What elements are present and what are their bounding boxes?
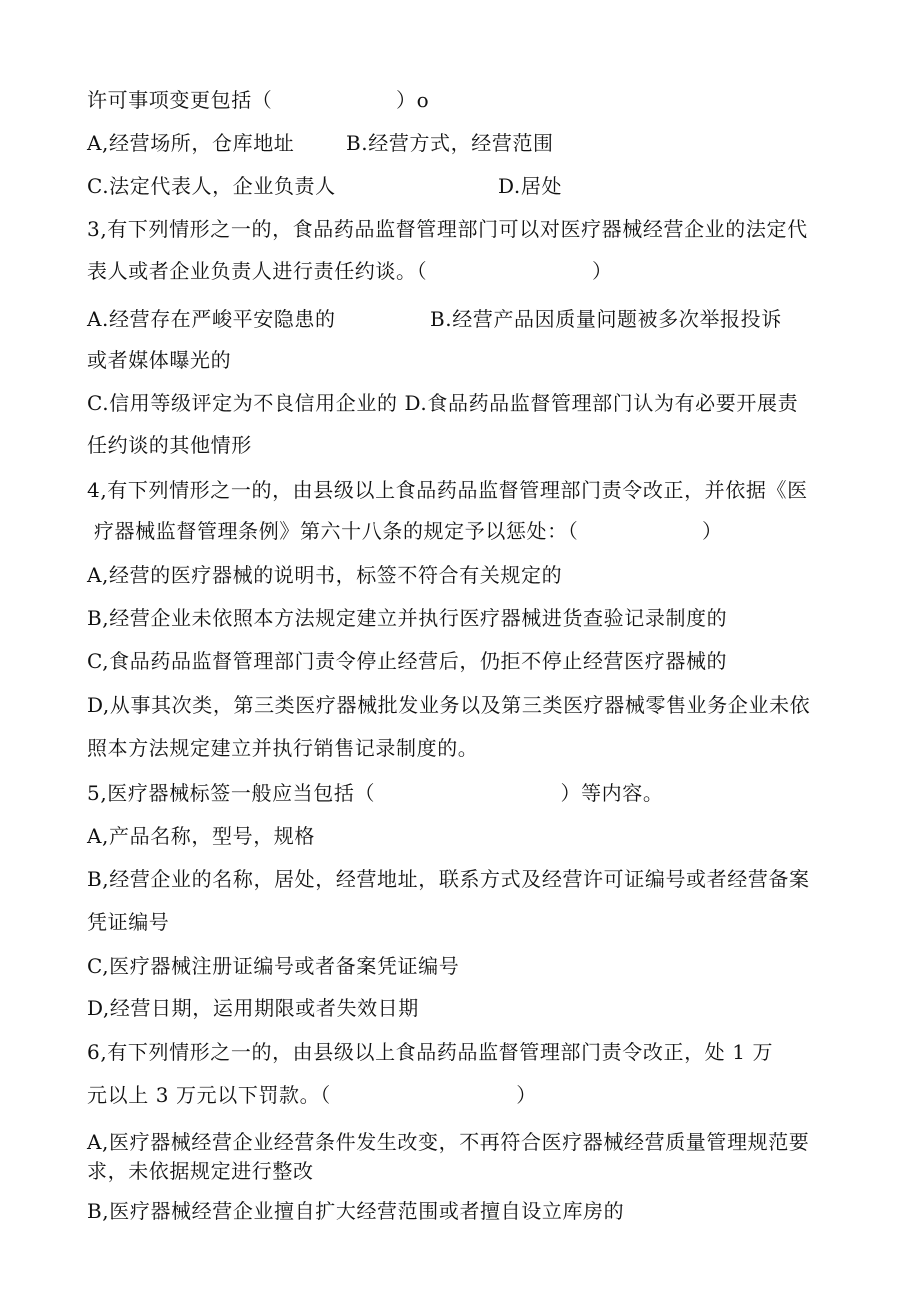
q3-option-c-d-line1: C.信用等级评定为不良信用企业的 D.食品药品监督管理部门认为有必要开展责: [87, 391, 799, 415]
q5-option-b-line1: B,经营企业的名称，居处，经营地址，联系方式及经营许可证编号或者经营备案: [87, 867, 810, 891]
q6-option-b: B,医疗器械经营企业擅自扩大经营范围或者擅自设立库房的: [87, 1199, 625, 1223]
q4-option-b: B,经营企业未依照本方法规定建立并执行医疗器械进货查验记录制度的: [87, 606, 728, 630]
q4-option-d-line1: D,从事其次类，第三类医疗器械批发业务以及第三类医疗器械零售业务企业未依: [87, 693, 811, 717]
q3-option-a: A.经营存在严峻平安隐患的: [87, 307, 336, 331]
q2-option-d: D.居处: [498, 174, 563, 198]
q5-option-a: A,产品名称，型号，规格: [87, 824, 316, 848]
q4-option-a: A,经营的医疗器械的说明书，标签不符合有关规定的: [87, 563, 563, 587]
q5-stem: 5,医疗器械标签一般应当包括（ ）等内容。: [87, 781, 664, 805]
q2-option-a: A,经营场所，仓库地址: [87, 131, 295, 155]
q5-option-c: C,医疗器械注册证编号或者备案凭证编号: [87, 954, 460, 978]
q4-option-d-line2: 照本方法规定建立并执行销售记录制度的。: [87, 736, 479, 760]
q6-option-a-line2: 求，未依据规定进行整改: [87, 1159, 314, 1183]
q4-stem-line1: 4,有下列情形之一的，由县级以上食品药品监督管理部门责令改正，并依据《医: [87, 478, 808, 502]
q2-option-b: B.经营方式，经营范围: [346, 131, 554, 155]
q3-option-d-line2: 任约谈的其他情形: [87, 433, 252, 457]
q3-option-b-line1: B.经营产品因质量问题被多次举报投诉: [430, 307, 782, 331]
q3-stem-line1: 3,有下列情形之一的，食品药品监督管理部门可以对医疗器械经营企业的法定代: [87, 217, 808, 241]
q5-option-b-line2: 凭证编号: [87, 910, 170, 934]
q2-stem: 许可事项变更包括（ ）o: [87, 88, 430, 112]
q6-option-a-line1: A,医疗器械经营企业经营条件发生改变，不再符合医疗器械经营质量管理规范要: [87, 1130, 810, 1154]
q5-option-d: D,经营日期，运用期限或者失效日期: [87, 996, 419, 1020]
q6-stem-line1: 6,有下列情形之一的，由县级以上食品药品监督管理部门责令改正，处 1 万: [87, 1040, 774, 1064]
q4-option-c: C,食品药品监督管理部门责令停止经营后，仍拒不停止经营医疗器械的: [87, 649, 728, 673]
q3-stem-line2: 表人或者企业负责人进行责任约谈。（ ）: [87, 259, 613, 283]
q6-stem-line2: 元以上 3 万元以下罚款。（ ）: [87, 1083, 537, 1107]
q3-option-b-line2: 或者媒体曝光的: [87, 348, 232, 372]
q4-stem-line2: 疗器械监督管理条例》第六十八条的规定予以惩处：（ ）: [87, 519, 723, 543]
q2-option-c: C.法定代表人，企业负责人: [87, 174, 336, 198]
